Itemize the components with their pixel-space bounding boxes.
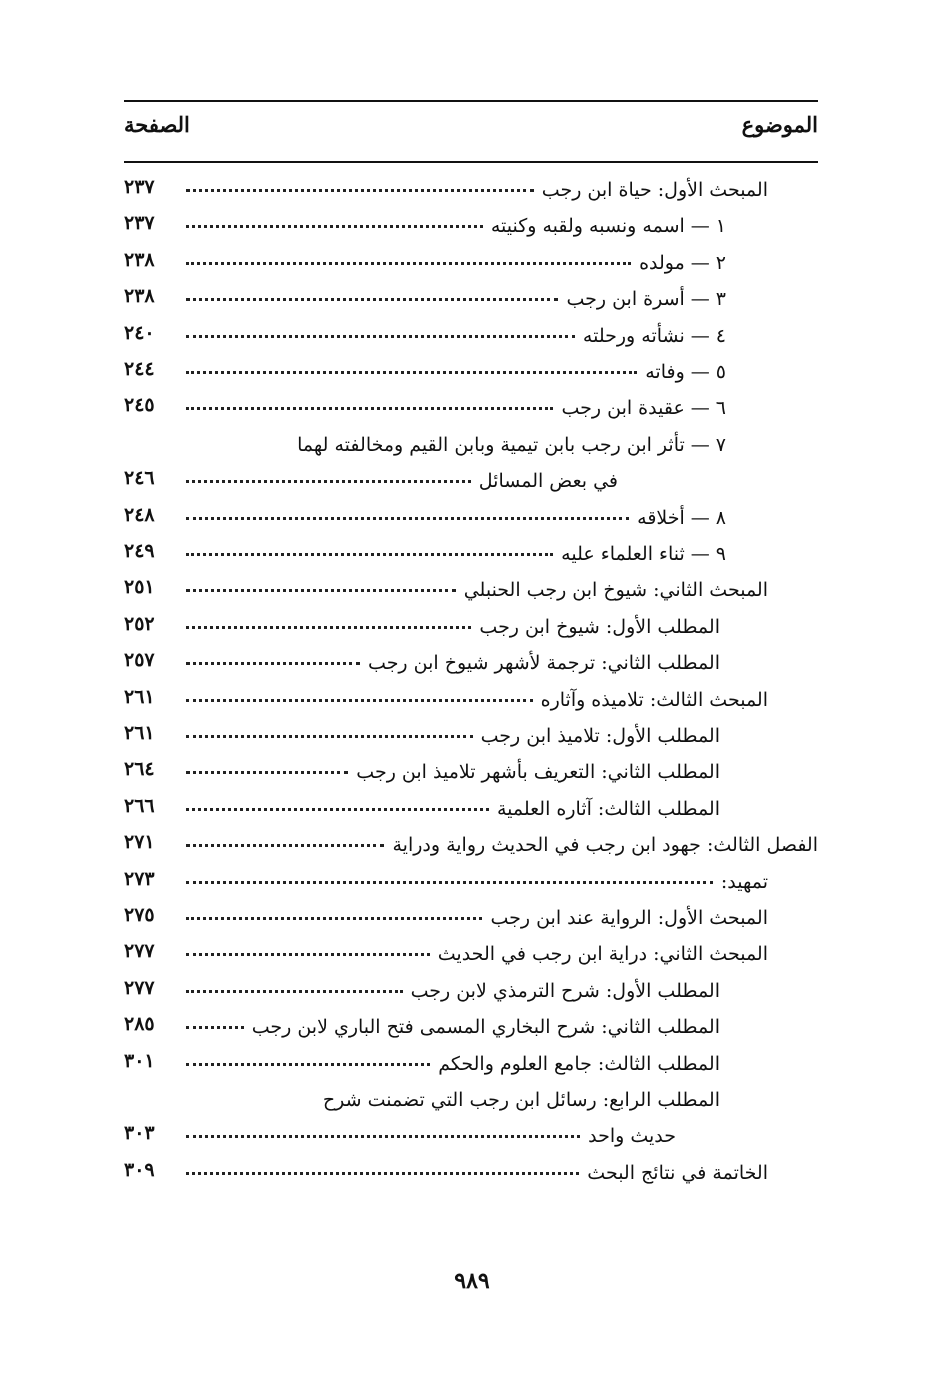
toc-entry-number: ٨ [715,506,726,529]
toc-entry [0,1009,944,1045]
toc-entry-label [637,506,726,530]
toc-entry [0,827,944,863]
toc-entry [0,245,944,281]
toc-entry-label [490,906,768,930]
toc-entry-text: مولده [639,251,685,274]
page-column-header: الصفحة [124,112,190,137]
toc-entry-dash: — [690,543,710,565]
toc-entry-label [491,214,726,238]
toc-entry-page: ٢٧٧ [124,940,155,963]
toc-entry-text: ثناء العلماء عليه [561,543,685,565]
leader-dots [186,371,637,377]
leader-dots [186,1026,244,1032]
toc-entry-label [561,396,726,420]
toc-entry-dash: — [690,433,710,456]
toc-entry [0,463,944,499]
toc-entry-number: ٣ [715,288,726,311]
toc-entry [0,718,944,754]
toc-entry-page: ٢٦٤ [124,758,155,781]
leader-dots [186,844,384,850]
toc-entry-label [438,1052,720,1076]
leader-dots [186,1172,579,1178]
toc-entry [0,208,944,244]
toc-entry-text: في بعض المسائل [478,470,618,493]
toc-entry [0,682,944,718]
toc-entry-label [368,651,720,675]
toc-entry-dash: — [690,251,710,274]
toc-entry-text: وفاته [645,361,685,383]
toc-entry [0,645,944,681]
toc-entry [0,500,944,536]
toc-entry [0,864,944,900]
toc-entry-number: ٦ [715,397,726,420]
toc-entry-label [542,178,768,202]
toc-entry-text: أسرة ابن رجب [566,288,685,311]
top-rule [124,100,818,102]
leader-dots [186,662,360,668]
toc-entry-text: الفصل الثالث: جهود ابن رجب في الحديث رواية ودراية [392,834,818,857]
leader-dots [186,771,348,777]
leader-dots [186,808,489,814]
toc-entry-text: المطلب الرابع: رسائل ابن رجب التي تضمنت شرح [322,1089,720,1111]
toc-entry-text: المطلب الأول: شيوخ ابن رجب [479,615,720,638]
toc-entry [0,1046,944,1082]
toc-entry-dash: — [690,361,710,383]
toc-entry-label [587,1161,768,1185]
toc-entry-page: ٢٧٣ [124,867,155,890]
toc-entry-dash: — [690,288,710,311]
page-number: ٩٨٩ [454,1268,490,1294]
toc-entry-text: اسمه ونسبه ولقبه وكنيته [490,215,685,238]
toc-entry-label [721,870,768,894]
toc-entry-page: ٢٤٩ [124,540,155,562]
toc-entry-text: المطلب الثاني: التعريف بأشهر تلاميذ ابن رجب [356,761,720,784]
toc-entry-page: ٢٥١ [124,576,155,599]
toc-entry-number: ١ [715,215,726,238]
toc-entry [0,900,944,936]
toc-entry-label [645,360,726,384]
toc-entry-dash: — [690,397,710,420]
toc-entry [0,1082,944,1118]
toc-entry-page: ٢٣٨ [124,248,155,271]
toc-entry-text: المبحث الأول: الرواية عند ابن رجب [490,907,768,929]
toc-entry-label [583,324,726,348]
toc-entry-number: ٢ [715,251,726,274]
toc-entry-label [497,797,720,821]
toc-entry-text: المطلب الثالث: جامع العلوم والحكم [438,1052,720,1075]
toc-entry-page: ٢٣٨ [124,285,155,308]
toc-entry-page: ٢٤٤ [124,358,155,380]
toc-entry-label [479,615,720,639]
toc-entry-page: ٢٦٦ [124,794,155,817]
toc-entry-label [297,433,726,457]
toc-entry-text: حديث واحد [588,1125,676,1148]
leader-dots [186,589,456,595]
toc-entry-page: ٢٧٥ [124,904,155,926]
leader-dots [186,626,471,632]
toc-entry-page: ٢٤٥ [124,394,155,417]
toc-entry-page: ٢٤٨ [124,503,155,526]
leader-dots [186,517,629,523]
toc-entry-page: ٢٧٧ [124,976,155,999]
toc-entry-label [252,1015,720,1039]
toc-entry-label [392,833,818,857]
toc-entry-label [356,760,720,784]
toc-entry-label [639,251,726,275]
toc-entry-label [481,724,720,748]
toc-entry [0,1118,944,1154]
toc-entry-label [411,979,720,1003]
toc-entry-page: ٢٦١ [124,722,155,744]
toc-entry-text: المطلب الثالث: آثاره العلمية [496,797,720,820]
toc-entry-text: المطلب الأول: تلاميذ ابن رجب [480,725,720,747]
toc-entry [0,281,944,317]
toc-entry-dash: — [690,506,710,529]
toc-entry-label [541,688,768,712]
toc-entry-text: الخاتمة في نتائج البحث [587,1161,768,1184]
leader-dots [186,735,473,741]
toc-entry-page: ٢٥٢ [124,612,155,635]
toc-entry-number: ٥ [715,361,726,383]
toc-entry-dash: — [690,215,710,238]
toc-entry-page: ٢٧١ [124,831,155,854]
leader-dots [186,335,575,341]
toc-entry [0,536,944,572]
toc-entry [0,427,944,463]
toc-entry-number: ٧ [715,433,726,456]
leader-dots [186,480,471,486]
toc-entry [0,791,944,827]
toc-entry-text: المبحث الثالث: تلاميذه وآثاره [540,688,768,711]
leader-dots [186,1135,580,1141]
toc-entry-page: ٣٠٩ [124,1158,155,1181]
toc-entry-text: نشأته ورحلته [582,324,685,347]
leader-dots [186,262,631,268]
toc-entry-label [438,942,768,966]
leader-dots [186,990,403,996]
toc-entry [0,172,944,208]
toc-entry-text: تأثر ابن رجب بابن تيمية وبابن القيم ومخالفته لهما [297,433,685,456]
toc-entry-dash: — [690,324,710,347]
toc-entry [0,390,944,426]
toc-entry-page: ٢٣٧ [124,176,155,198]
toc-entry [0,1155,944,1191]
leader-dots [186,917,482,923]
leader-dots [186,189,534,195]
leader-dots [186,953,430,959]
toc-entry-number: ٤ [715,324,726,347]
toc-entry [0,318,944,354]
toc-entry-page: ٢٣٧ [124,212,155,235]
toc-entry-page: ٢٤٦ [124,467,155,490]
toc-entry-label [566,287,726,311]
leader-dots [186,407,553,413]
toc-entry-label [323,1088,720,1112]
toc-entry-text: المبحث الثاني: دراية ابن رجب في الحديث [437,943,768,966]
toc-entry-text: المطلب الأول: شرح الترمذي لابن رجب [410,979,720,1002]
header-rule [124,161,818,163]
toc-entry [0,936,944,972]
toc-entry-label [561,542,726,566]
toc-entry-page: ٢٥٧ [124,649,155,672]
toc-entry-text: تمهيد: [720,870,768,893]
toc-entry [0,572,944,608]
toc-entry-text: المبحث الثاني: شيوخ ابن رجب الحنبلي [463,579,768,602]
toc-entry [0,754,944,790]
toc-entry-page: ٢٦١ [124,685,155,708]
toc-entry-number: ٩ [715,543,726,565]
toc-entry-label [479,469,618,493]
toc-entry-label [464,578,768,602]
leader-dots [186,699,533,705]
toc-entry-label [588,1124,676,1148]
toc-entry-text: المطلب الثاني: شرح البخاري المسمى فتح الباري لابن رجب [251,1016,720,1039]
leader-dots [186,1063,430,1069]
toc-entry-text: عقيدة ابن رجب [561,397,685,420]
topic-column-header: الموضوع [741,112,818,137]
toc-entry [0,354,944,390]
toc-entry-page: ٢٨٥ [124,1013,155,1036]
toc-entry-text: أخلاقه [637,506,685,529]
leader-dots [186,225,483,231]
leader-dots [186,298,558,304]
toc-entry-text: المطلب الثاني: ترجمة لأشهر شيوخ ابن رجب [368,652,720,675]
toc-entry [0,973,944,1009]
leader-dots [186,881,713,887]
toc-entry-text: المبحث الأول: حياة ابن رجب [541,179,768,201]
toc-entry-page: ٢٤٠ [124,321,155,344]
toc-entry-page: ٣٠٣ [124,1122,155,1145]
toc-entry [0,609,944,645]
leader-dots [186,553,553,559]
toc-entry-page: ٣٠١ [124,1049,155,1072]
